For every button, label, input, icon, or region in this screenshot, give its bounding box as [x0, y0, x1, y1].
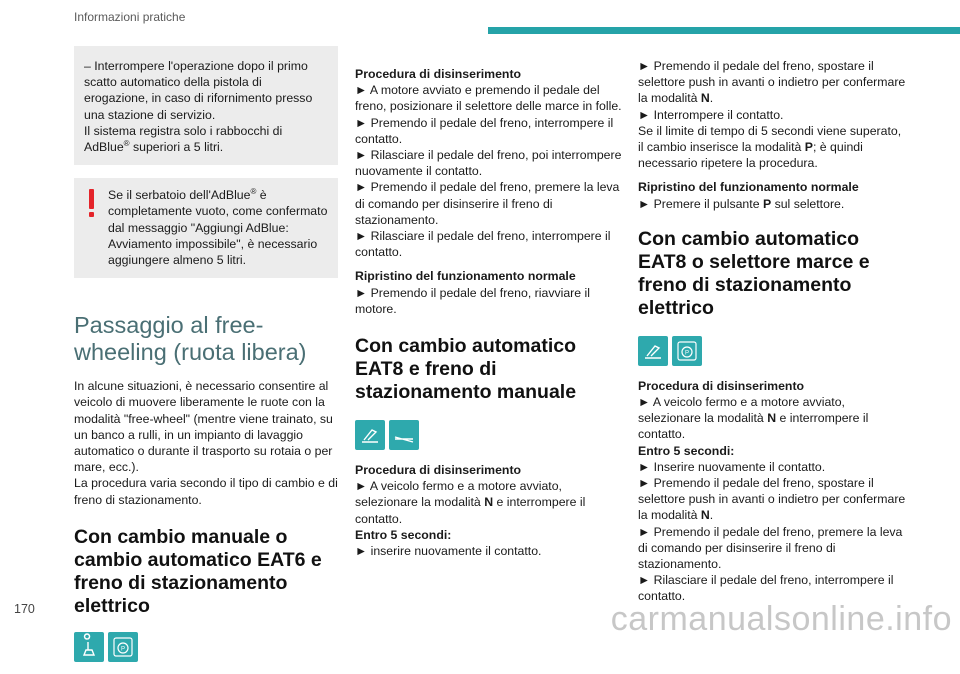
procedure-step: ► A motore avviato e premendo il pedale del freno, posizionare il selettore delle marce in folle. [355, 83, 622, 114]
procedure-subtitle: Procedura di disinserimento [355, 67, 522, 81]
step-text: ► A veicolo fermo e a motore avviato, selezionare la modalità [638, 395, 845, 426]
section-title: Passaggio al free-wheeling (ruota libera) [74, 312, 307, 366]
info-box-line [84, 123, 328, 155]
info-box-line: – Interrompere l'operazione dopo il primo scatto automatico della pistola di erogazione, in caso di rifornimento presso una stazione di servizio. [84, 59, 313, 122]
procedure-subtitle: Ripristino del funzionamento normale [638, 180, 859, 195]
gear-selector-icon [355, 420, 385, 450]
mode-label: N [700, 508, 710, 523]
column-2 [355, 66, 623, 559]
mode-label: P [804, 140, 813, 155]
procedure-step: ► Premendo il pedale del freno, interrompere il contatto. [355, 115, 614, 146]
svg-text:P: P [120, 646, 126, 653]
step-text: e interrompere il contatto. [355, 495, 586, 526]
time-limit-label: Entro 5 secondi: [638, 443, 735, 458]
procedure-step [638, 394, 908, 443]
step-text: ► A veicolo fermo e a motore avviato, selezionare la modalità [355, 479, 562, 510]
step-text: ► Premere il pulsante [638, 196, 763, 211]
subsection-heading: Con cambio manuale o cambio automatico EAT6 e freno di stazionamento elettrico [74, 525, 322, 617]
registered-mark: ® [123, 138, 130, 148]
icon-group [638, 336, 908, 366]
registered-mark: ® [250, 187, 257, 197]
info-box [74, 46, 338, 165]
icon-group [355, 420, 623, 450]
icon-group [74, 632, 338, 662]
warning-text-b: è completamente vuoto, come confermato dal messaggio "Aggiungi AdBlue: Avviamento impossibile", è necessario aggiungere almeno 5 litri. [108, 188, 328, 268]
step-text: . [709, 508, 714, 523]
electric-parking-brake-icon [108, 632, 138, 662]
procedure-note [638, 123, 908, 172]
note-text: Se il limite di tempo di 5 secondi viene superato, il cambio inserisce la modalità [638, 123, 902, 155]
procedure-step [638, 475, 908, 524]
mode-label: N [484, 495, 494, 510]
procedure-step: ► Premendo il pedale del freno, riavviare il motore. [355, 285, 590, 316]
procedure-step [638, 58, 908, 107]
step-text: ► Premendo il pedale del freno, spostare il selettore push in avanti o indietro per confermare la modalità [638, 59, 906, 106]
running-header-title: Informazioni pratiche [74, 10, 186, 24]
procedure-step [355, 478, 623, 527]
column-3 [638, 46, 908, 605]
subsection-heading: Con cambio automatico EAT8 e freno di stazionamento manuale [355, 335, 577, 404]
step-text: sul selettore. [771, 196, 845, 211]
step-text: e interrompere il contatto. [638, 411, 869, 442]
note-text: ; è quindi necessario ripetere la procedura. [638, 140, 863, 171]
electric-parking-brake-icon [672, 336, 702, 366]
warning-box [74, 178, 338, 278]
page-number: 170 [14, 602, 35, 616]
mode-label: N [700, 91, 710, 106]
procedure-step: ► Rilasciare il pedale del freno, interrompere il contatto. [638, 573, 894, 604]
procedure-subtitle: Ripristino del funzionamento normale [355, 269, 576, 284]
intro-paragraph: In alcune situazioni, è necessario consentire al veicolo di muovere liberamente le ruote con la modalità "free-wheel" (mentre viene trainato, su un banco a rulli, in un impianto di lavaggio automatico o durante il trasporto su rotaia o per mare, ecc.). [74, 379, 333, 475]
procedure-step [638, 196, 908, 212]
procedure-step: ► Premendo il pedale del freno, premere la leva di comando per disinserire il freno di stazionamento. [638, 524, 903, 572]
mode-label: N [767, 411, 777, 426]
procedure-step: ► Rilasciare il pedale del freno, interrompere il contatto. [355, 229, 611, 260]
svg-text:P: P [684, 350, 690, 357]
column-1 [74, 46, 338, 674]
gear-selector-icon [638, 336, 668, 366]
mode-label: P [762, 196, 772, 211]
time-limit-label: Entro 5 secondi: [355, 527, 452, 542]
procedure-step: ► Inserire nuovamente il contatto. [638, 459, 826, 474]
intro-paragraph: La procedura varia secondo il tipo di cambio e di freno di stazionamento. [74, 476, 338, 507]
warning-icon [88, 189, 94, 219]
procedure-step: ► Premendo il pedale del freno, premere la leva di comando per disinserire il freno di stazionamento. [355, 180, 620, 227]
procedure-subtitle: Procedura di disinserimento [638, 378, 805, 393]
manual-parking-brake-icon [389, 420, 419, 450]
procedure-step: ► inserire nuovamente il contatto. [355, 544, 542, 559]
subsection-heading: Con cambio automatico EAT8 o selettore marce e freno di stazionamento elettrico [638, 227, 870, 319]
warning-text [84, 187, 328, 268]
header-accent-bar [488, 27, 960, 34]
gear-lever-icon [74, 632, 104, 662]
warning-text-a: Se il serbatoio dell'AdBlue [108, 188, 251, 203]
info-text: Il sistema registra solo i rabbocchi di AdBlue [84, 123, 283, 155]
procedure-step: ► Rilasciare il pedale del freno, poi interrompere nuovamente il contatto. [355, 148, 622, 179]
procedure-subtitle: Procedura di disinserimento [355, 463, 522, 478]
info-text: superiori a 5 litri. [129, 140, 224, 155]
procedure-step: ► Interrompere il contatto. [638, 107, 784, 122]
watermark: carmanualsonline.info [610, 600, 952, 638]
step-text: ► Premendo il pedale del freno, spostare il selettore push in avanti o indietro per confermare la modalità [638, 476, 906, 523]
step-text: . [709, 91, 714, 106]
